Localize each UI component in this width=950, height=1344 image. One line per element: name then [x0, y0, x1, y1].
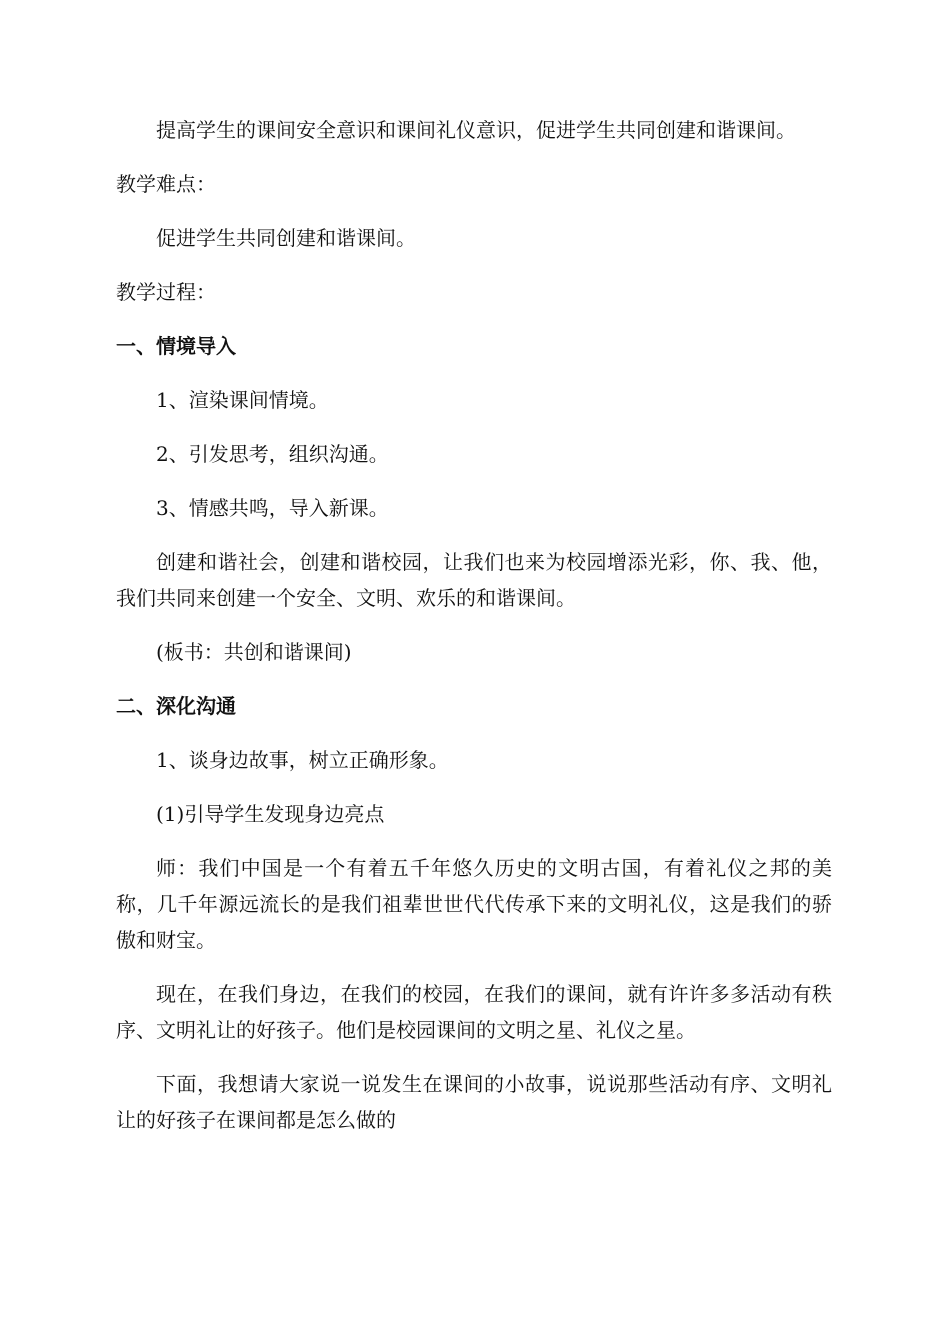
list-item-2: 2、引发思考，组织沟通。 — [156, 442, 389, 466]
paragraph-teacher: 师：我们中国是一个有着五千年悠久历史的文明古国，有着礼仪之邦的美称，几千年源远流长的是我们祖辈世世代代传承下来的文明礼仪，这是我们的骄傲和财宝。 — [116, 856, 832, 952]
paragraph-next: 下面，我想请大家说一说发生在课间的小故事，说说那些活动有序、文明礼让的好孩子在课间都是怎么做的 — [116, 1072, 832, 1132]
paragraph-difficulty: 促进学生共同创建和谐课间。 — [156, 226, 416, 250]
heading-difficulty: 教学难点： — [116, 172, 216, 196]
section-heading-1: 一、情境导入 — [116, 334, 236, 358]
paragraph-now: 现在，在我们身边，在我们的校园，在我们的课间，就有许许多多活动有秩序、文明礼让的好孩子。他们是校园课间的文明之星、礼仪之星。 — [116, 982, 832, 1042]
list-item-stories: 1、谈身边故事，树立正确形象。 — [156, 748, 449, 772]
list-subitem-1: (1)引导学生发现身边亮点 — [156, 802, 385, 826]
section-heading-2: 二、深化沟通 — [116, 694, 236, 718]
list-item-1: 1、渲染课间情境。 — [156, 388, 329, 412]
heading-process: 教学过程： — [116, 280, 216, 304]
paragraph-blackboard: (板书：共创和谐课间) — [156, 640, 352, 664]
document-body — [116, 112, 832, 1138]
paragraph-objective: 提高学生的课间安全意识和课间礼仪意识，促进学生共同创建和谐课间。 — [156, 118, 796, 142]
list-item-3: 3、情感共鸣，导入新课。 — [156, 496, 389, 520]
paragraph-harmony: 创建和谐社会，创建和谐校园，让我们也来为校园增添光彩，你、我、他，我们共同来创建一个安全、文明、欢乐的和谐课间。 — [116, 550, 832, 610]
